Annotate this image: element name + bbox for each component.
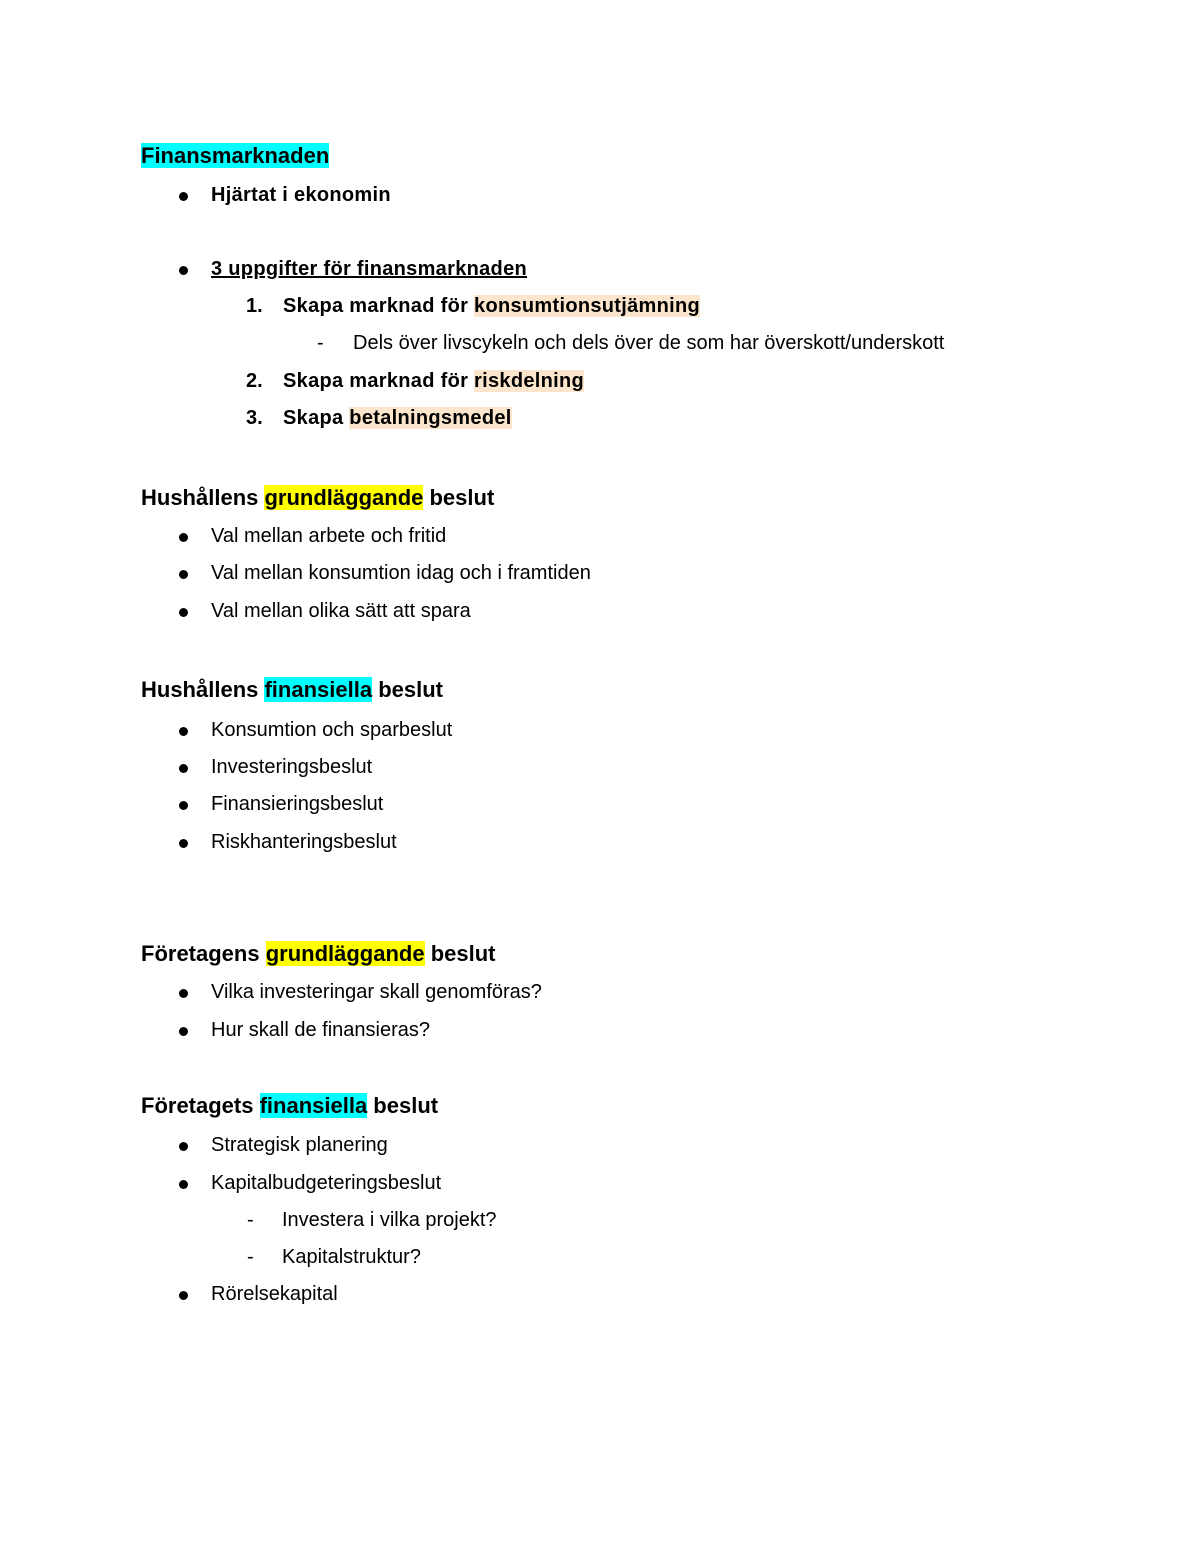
list-item: Rörelsekapital bbox=[211, 1283, 338, 1305]
heading-hushallens-grundlaggande bbox=[141, 485, 494, 511]
list-item: Investera i vilka projekt? bbox=[282, 1209, 497, 1231]
bullet-icon bbox=[179, 266, 188, 275]
heading-hushallens-finansiella bbox=[141, 677, 443, 703]
heading-finansmarknaden bbox=[141, 143, 329, 169]
item-highlight: riskdelning bbox=[474, 370, 585, 392]
list-item: Val mellan arbete och fritid bbox=[211, 525, 447, 547]
heading-foretagets-finansiella bbox=[141, 1093, 438, 1119]
list-item: Kapitalbudgeteringsbeslut bbox=[211, 1172, 442, 1194]
heading-text: Hushållens bbox=[141, 485, 265, 510]
heading-highlight: grundläggande bbox=[264, 485, 424, 510]
item-text: Skapa bbox=[283, 407, 350, 429]
item-text: Skapa marknad för bbox=[283, 370, 475, 392]
list-number: 2. bbox=[246, 370, 263, 392]
heading-text: Företagens bbox=[141, 941, 266, 966]
bullet-icon bbox=[179, 608, 188, 617]
dash-marker: - bbox=[247, 1209, 254, 1231]
list-item: Finansieringsbeslut bbox=[211, 793, 384, 815]
bullet-icon bbox=[179, 570, 188, 579]
bullet-icon bbox=[179, 1027, 188, 1036]
list-item bbox=[283, 405, 512, 431]
list-item: Riskhanteringsbeslut bbox=[211, 831, 397, 853]
list-item: Val mellan konsumtion idag och i framtiden bbox=[211, 562, 591, 584]
list-item: Kapitalstruktur? bbox=[282, 1246, 421, 1268]
list-item: Investeringsbeslut bbox=[211, 756, 373, 778]
list-item: Konsumtion och sparbeslut bbox=[211, 719, 453, 741]
heading-highlight: Finansmarknaden bbox=[141, 143, 330, 168]
bullet-icon bbox=[179, 533, 188, 542]
list-item: Hur skall de finansieras? bbox=[211, 1019, 430, 1041]
bullet-icon bbox=[179, 764, 188, 773]
item-text: Skapa marknad för bbox=[283, 295, 475, 317]
list-number: 1. bbox=[246, 295, 263, 317]
list-item: Hjärtat i ekonomin bbox=[211, 184, 391, 206]
list-item bbox=[283, 368, 584, 394]
item-highlight: konsumtionsutjämning bbox=[474, 295, 701, 317]
heading-text: beslut bbox=[372, 677, 443, 702]
heading-foretagens-grundlaggande bbox=[141, 941, 496, 967]
heading-text: Företagets bbox=[141, 1093, 260, 1118]
list-item: 3 uppgifter för finansmarknaden bbox=[211, 258, 528, 280]
bullet-icon bbox=[179, 839, 188, 848]
bullet-icon bbox=[179, 1180, 188, 1189]
item-highlight: betalningsmedel bbox=[349, 407, 512, 429]
bullet-icon bbox=[179, 801, 188, 810]
heading-text: Hushållens bbox=[141, 677, 265, 702]
bullet-icon bbox=[179, 727, 188, 736]
heading-highlight: finansiella bbox=[259, 1093, 368, 1118]
list-item: Dels över livscykeln och dels över de som har överskott/underskott bbox=[353, 332, 945, 354]
dash-marker: - bbox=[247, 1246, 254, 1268]
dash-marker: - bbox=[317, 332, 324, 354]
list-item bbox=[283, 293, 700, 319]
list-number: 3. bbox=[246, 407, 263, 429]
bullet-icon bbox=[179, 989, 188, 998]
list-item: Strategisk planering bbox=[211, 1134, 388, 1156]
bullet-icon bbox=[179, 1142, 188, 1151]
heading-highlight: finansiella bbox=[264, 677, 373, 702]
list-item: Val mellan olika sätt att spara bbox=[211, 600, 471, 622]
heading-text: beslut bbox=[424, 941, 496, 966]
list-item: Vilka investeringar skall genomföras? bbox=[211, 981, 542, 1003]
bullet-icon bbox=[179, 1291, 188, 1300]
bullet-icon bbox=[179, 192, 188, 201]
heading-text: beslut bbox=[423, 485, 495, 510]
heading-highlight: grundläggande bbox=[265, 941, 425, 966]
heading-text: beslut bbox=[367, 1093, 439, 1118]
